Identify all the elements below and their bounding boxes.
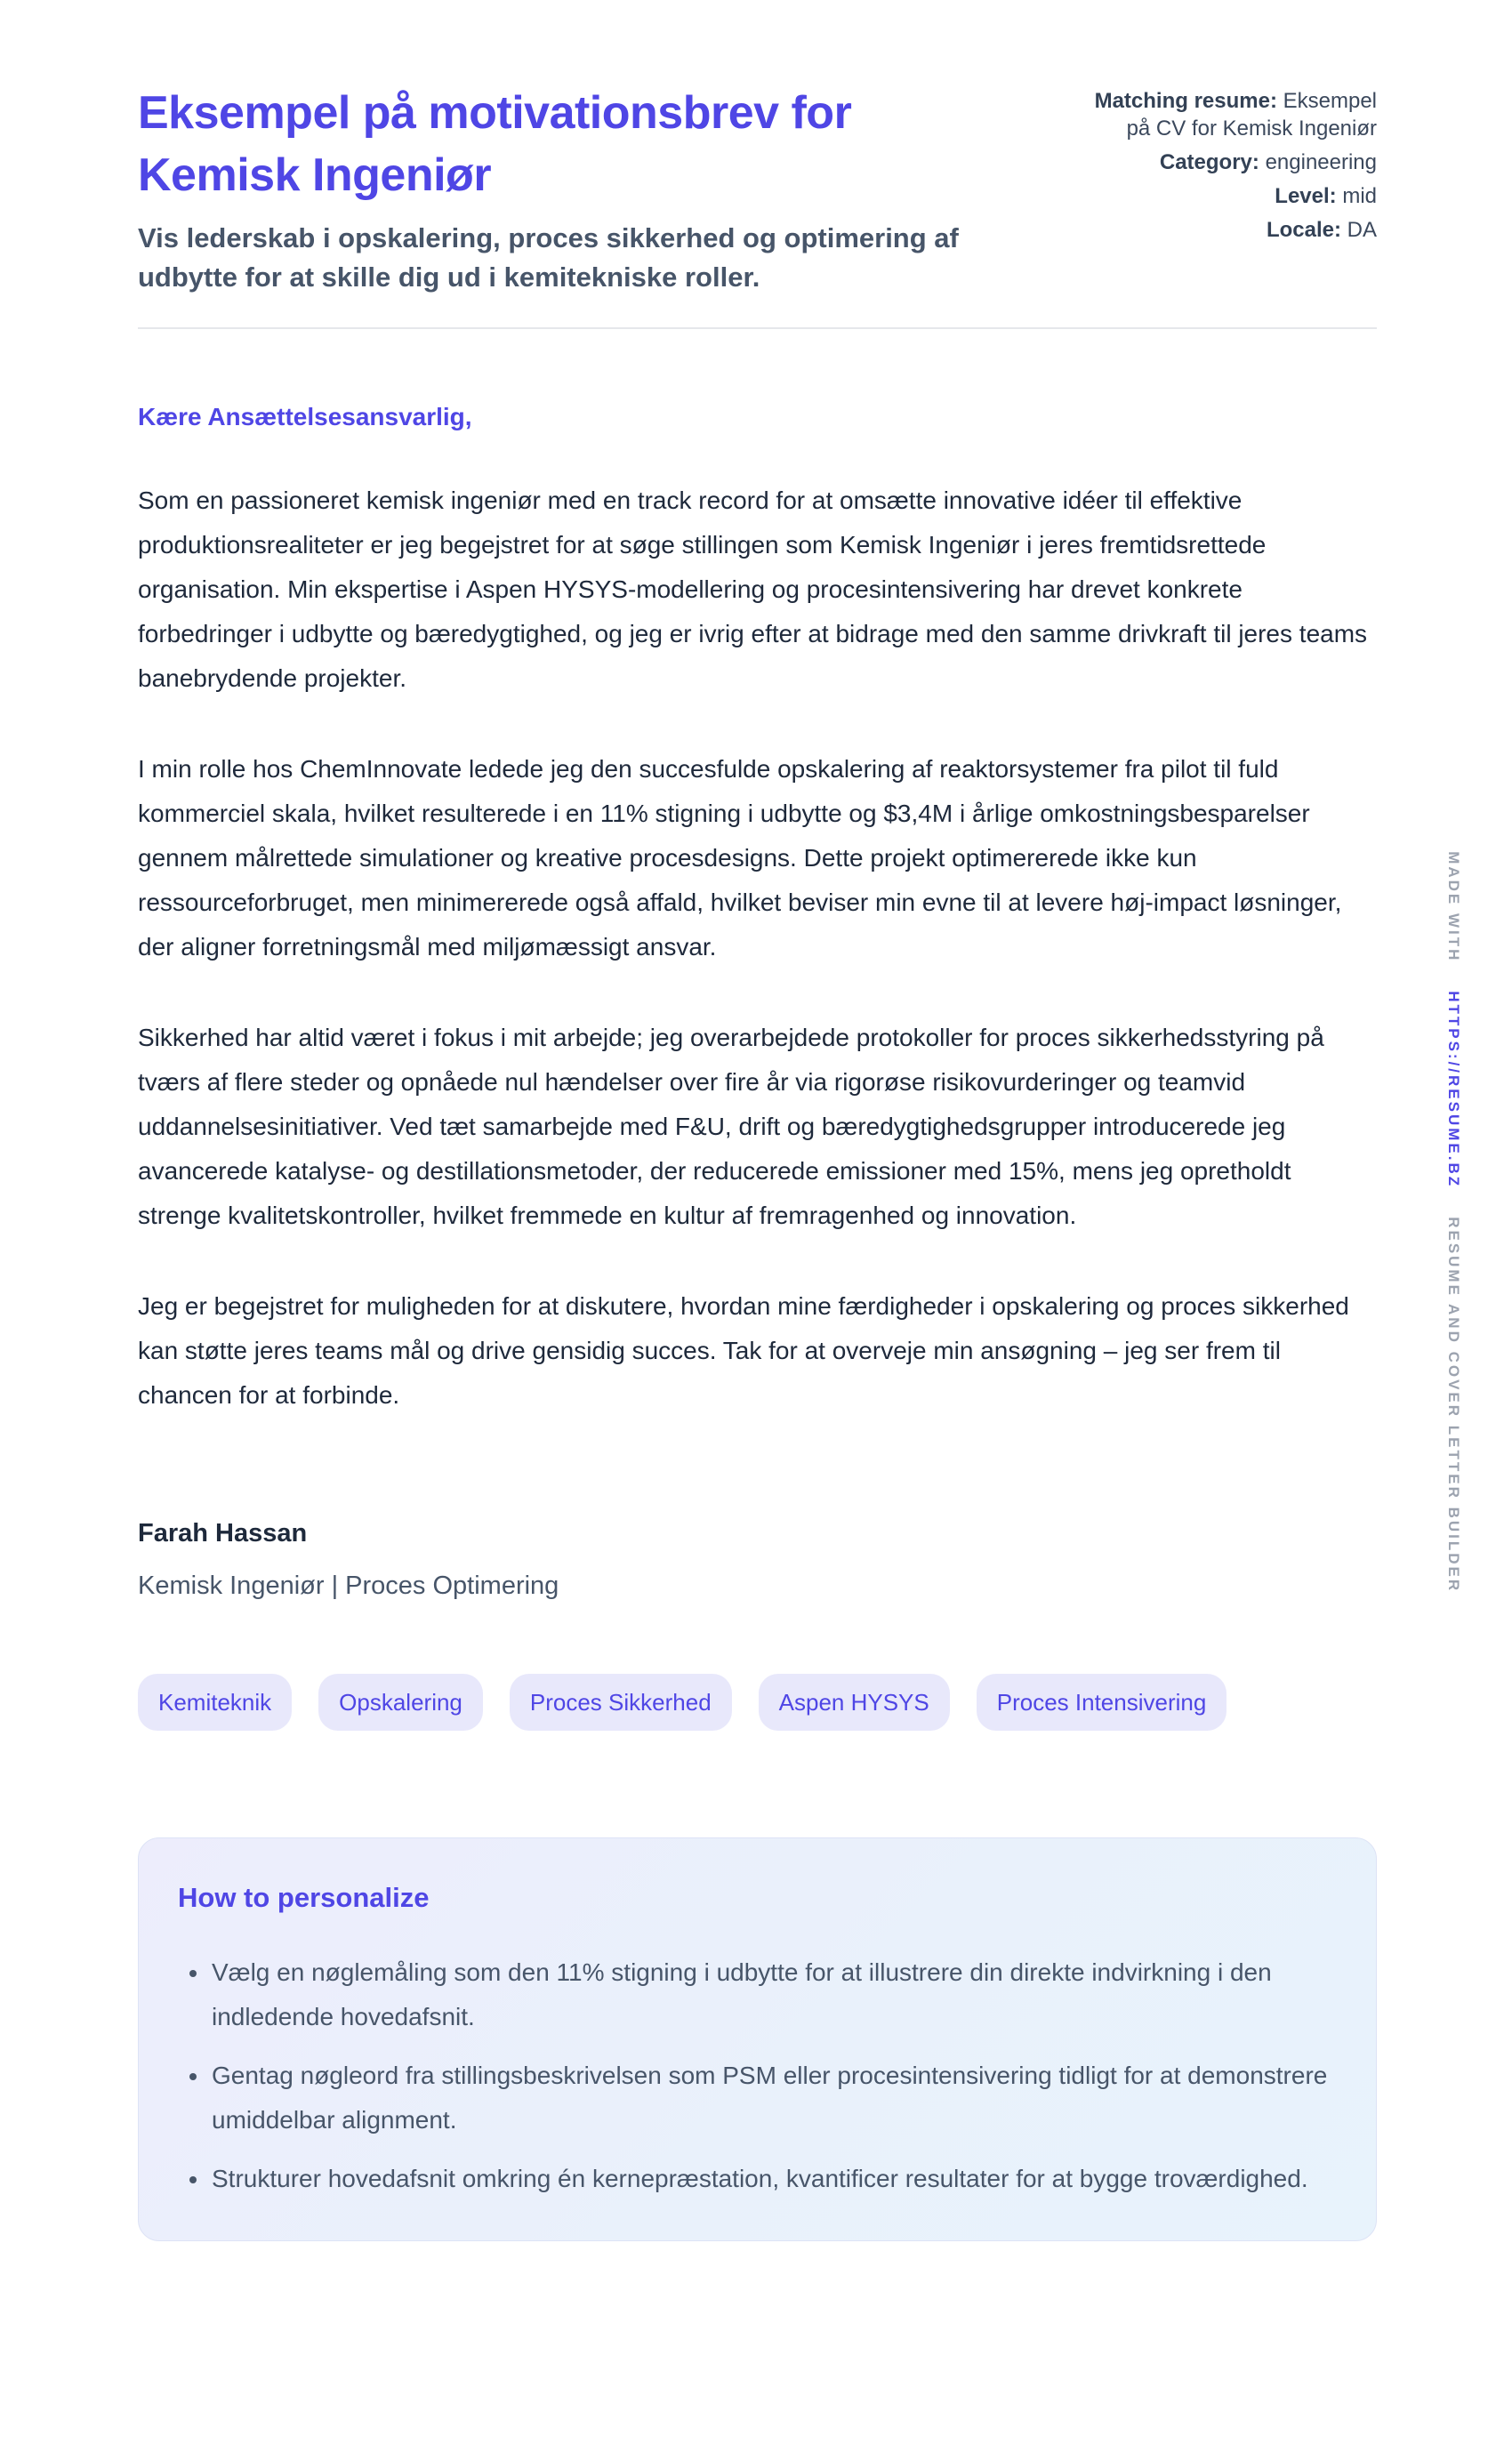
meta-locale bbox=[1074, 216, 1377, 244]
skill-tags bbox=[138, 1674, 1377, 1731]
how-to-personalize-box bbox=[138, 1837, 1377, 2241]
content-column bbox=[138, 0, 1377, 2241]
meta-locale-value: DA bbox=[1347, 218, 1377, 242]
header-divider bbox=[138, 327, 1377, 329]
meta-level-label: Level: bbox=[1275, 184, 1337, 208]
personalize-tip-2: • Gentag nøgleord fra stillingsbeskrivelsen som PSM eller procesintensivering tidligt for at demonstrere umiddelbar alignment. bbox=[210, 2054, 1337, 2143]
personalize-tip-3: • Strukturer hovedafsnit omkring én kernepræstation, kvantificer resultater for at bygge troværdighed. bbox=[210, 2157, 1337, 2201]
header bbox=[138, 0, 1377, 297]
watermark-link: HTTPS://RESUME.BZ bbox=[1445, 991, 1462, 1189]
page-subtitle: Vis lederskab i opskalering, proces sikkerhed og optimering af udbytte for at skille dig ud i kemitekniske roller. bbox=[138, 222, 959, 293]
side-watermark bbox=[1444, 851, 1462, 1593]
signature-name: Farah Hassan bbox=[138, 1519, 308, 1548]
watermark-prefix: MADE WITH bbox=[1445, 851, 1462, 963]
skill-tag-proces-sikkerhed[interactable]: Proces Sikkerhed bbox=[510, 1674, 732, 1731]
meta-matching-resume-value: Eksempel på CV for Kemisk Ingeniør bbox=[1126, 89, 1377, 141]
meta-level bbox=[1074, 182, 1377, 210]
skill-tag-aspen-hysys[interactable]: Aspen HYSYS bbox=[759, 1674, 950, 1731]
meta-matching-resume-label: Matching resume: bbox=[1094, 89, 1277, 113]
meta-matching-resume bbox=[1074, 87, 1377, 142]
cover-letter-body bbox=[138, 402, 1377, 2241]
how-to-personalize-list bbox=[178, 1950, 1337, 2201]
letter-greeting: Kære Ansættelsesansvarlig, bbox=[138, 403, 472, 430]
meta-category-label: Category: bbox=[1159, 150, 1259, 174]
letter-paragraph-1: Som en passioneret kemisk ingeniør med en track record for at omsætte innovative idéer til effektive produktionsrealiteter er jeg begejstret for at søge stillingen som Kemisk Ingeniør i jeres fremtidsrettede organisation. Min ekspertise i Aspen HYSYS-modellering og procesintensivering har drevet konkrete forbedringer i udbytte og bæredygtighed, og jeg er ivrig efter at bidrage med den samme drivkraft til jeres teams banebrydende projekter. bbox=[138, 486, 1368, 692]
page-title: Eksempel på motivationsbrev for Kemisk Ingeniør bbox=[138, 87, 852, 201]
letter-paragraph-4: Jeg er begejstret for muligheden for at diskutere, hvordan mine færdigheder i opskalering og proces sikkerhed kan støtte jeres teams mål og drive gensidig succes. Tak for at overveje min ansøgning – jeg ser frem til chancen for at forbinde. bbox=[138, 1292, 1349, 1409]
skill-tag-opskalering[interactable]: Opskalering bbox=[318, 1674, 483, 1731]
meta-category-value: engineering bbox=[1265, 150, 1377, 174]
skill-tag-proces-intensivering[interactable]: Proces Intensivering bbox=[977, 1674, 1227, 1731]
meta-level-value: mid bbox=[1342, 184, 1377, 208]
watermark-suffix: RESUME AND COVER LETTER BUILDER bbox=[1445, 1216, 1462, 1593]
meta-panel bbox=[1074, 82, 1377, 250]
title-block bbox=[138, 82, 974, 297]
letter-paragraph-2: I min rolle hos ChemInnovate ledede jeg den succesfulde opskalering af reaktorsystemer fra pilot til fuld kommerciel skala, hvilket resulterede i en 11% stigning i udbytte og $3,4M i årlige omkostningsbesparelser gennem målrettede simulationer og kreative procesdesigns. Dette projekt optimererede ikke kun ressourceforbruget, men minimererede også affald, hvilket beviser min evne til at levere høj-impact løsninger, der aligner forretningsmål med miljømæssigt ansvar. bbox=[138, 755, 1342, 961]
signature-role: Kemisk Ingeniør | Proces Optimering bbox=[138, 1572, 559, 1600]
personalize-tip-1: • Vælg en nøglemåling som den 11% stigning i udbytte for at illustrere din direkte indvirkning i den indledende hovedafsnit. bbox=[210, 1950, 1337, 2039]
meta-locale-label: Locale: bbox=[1266, 218, 1341, 242]
meta-category bbox=[1074, 149, 1377, 176]
letter-paragraph-3: Sikkerhed har altid været i fokus i mit arbejde; jeg overarbejdede protokoller for proces sikkerhedsstyring på tværs af flere steder og opnåede nul hændelser over fire år via rigorøse risikovurderinger og teamvid uddannelsesinitiativer. Ved tæt samarbejde med F&U, drift og bæredygtighedsgrupper introducerede jeg avancerede katalyse- og destillationsmetoder, der reducerede emissioner med 15%, mens jeg opretholdt strenge kvalitetskontroller, hvilket fremmede en kultur af fremragenhed og innovation. bbox=[138, 1024, 1324, 1229]
how-to-personalize-heading: How to personalize bbox=[178, 1882, 430, 1913]
skill-tag-kemiteknik[interactable]: Kemiteknik bbox=[138, 1674, 292, 1731]
